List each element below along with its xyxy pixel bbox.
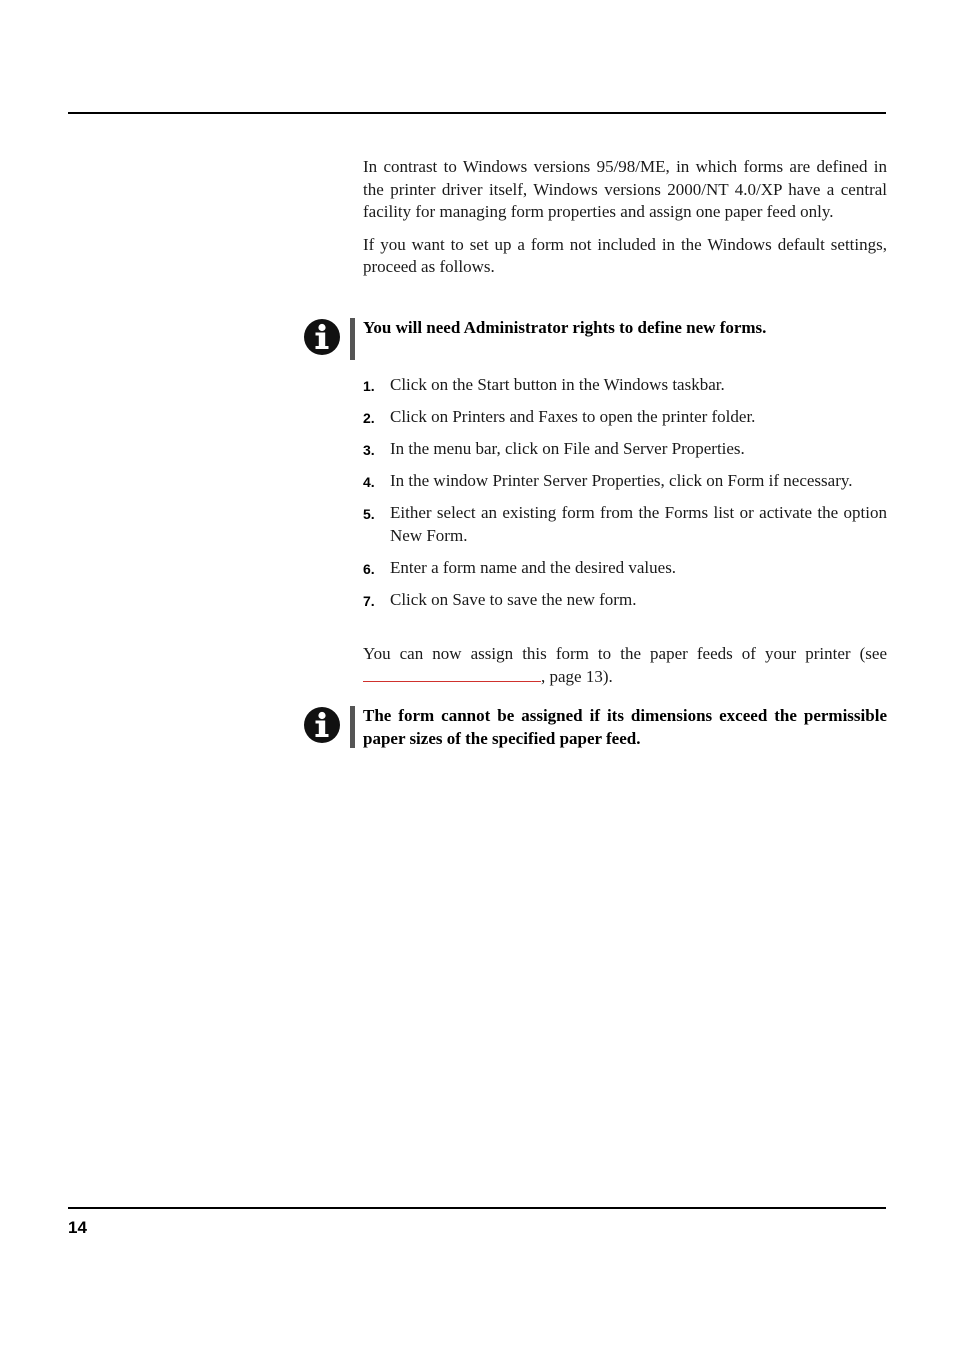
header-rule xyxy=(68,112,886,114)
assign-paragraph xyxy=(363,643,887,688)
step-number: 3. xyxy=(363,442,375,458)
note-text: You will need Administrator rights to define new forms. xyxy=(363,318,767,337)
step-item xyxy=(363,406,887,429)
footer-rule xyxy=(68,1207,886,1209)
step-item xyxy=(363,374,887,397)
assign-text-after: , page 13). xyxy=(541,666,613,686)
step-text: Click on Printers and Faxes to open the printer folder. xyxy=(390,407,756,426)
step-number: 6. xyxy=(363,560,375,577)
content-block-assign xyxy=(363,643,887,688)
note-bar xyxy=(350,706,355,748)
steps-list xyxy=(363,374,887,621)
content-block-intro xyxy=(363,156,887,279)
step-item xyxy=(363,438,887,461)
intro-paragraph-2: If you want to set up a form not included in the Windows default settings, proceed as follows. xyxy=(363,234,887,276)
note-text: The form cannot be assigned if its dimensions exceed the permissible paper sizes of the specified paper feed. xyxy=(363,706,887,748)
assign-text-before: You can now assign this form to the paper feeds of your printer (see xyxy=(363,644,887,663)
page-number: 14 xyxy=(68,1218,87,1237)
note-bar xyxy=(350,318,355,360)
step-text: Either select an existing form from the Forms list or activate the option New Form. xyxy=(390,503,887,545)
step-number: 4. xyxy=(363,474,375,490)
step-item xyxy=(363,557,887,580)
step-text: Click on Save to save the new form. xyxy=(390,589,637,609)
info-icon xyxy=(303,706,341,744)
step-text: In the menu bar, click on File and Server Properties. xyxy=(390,439,745,458)
step-number: 5. xyxy=(363,506,375,522)
step-number: 7. xyxy=(363,592,375,609)
step-text: In the window Printer Server Properties, click on Form if necessary. xyxy=(390,471,853,490)
step-number: 2. xyxy=(363,410,375,426)
step-item xyxy=(363,470,887,493)
intro-paragraph-1: In contrast to Windows versions 95/98/ME, in which forms are defined in the printer driver itself, Windows versions 2000/NT 4.0/XP have a central facility for managing form properties and assign one paper feed only. xyxy=(363,157,887,221)
step-item xyxy=(363,589,887,612)
step-item xyxy=(363,502,887,547)
step-text: Click on the Start button in the Windows taskbar. xyxy=(390,375,725,394)
info-icon xyxy=(303,318,341,356)
step-number: 1. xyxy=(363,378,375,394)
cross-reference-link[interactable] xyxy=(363,667,541,682)
step-text: Enter a form name and the desired values. xyxy=(390,557,677,577)
